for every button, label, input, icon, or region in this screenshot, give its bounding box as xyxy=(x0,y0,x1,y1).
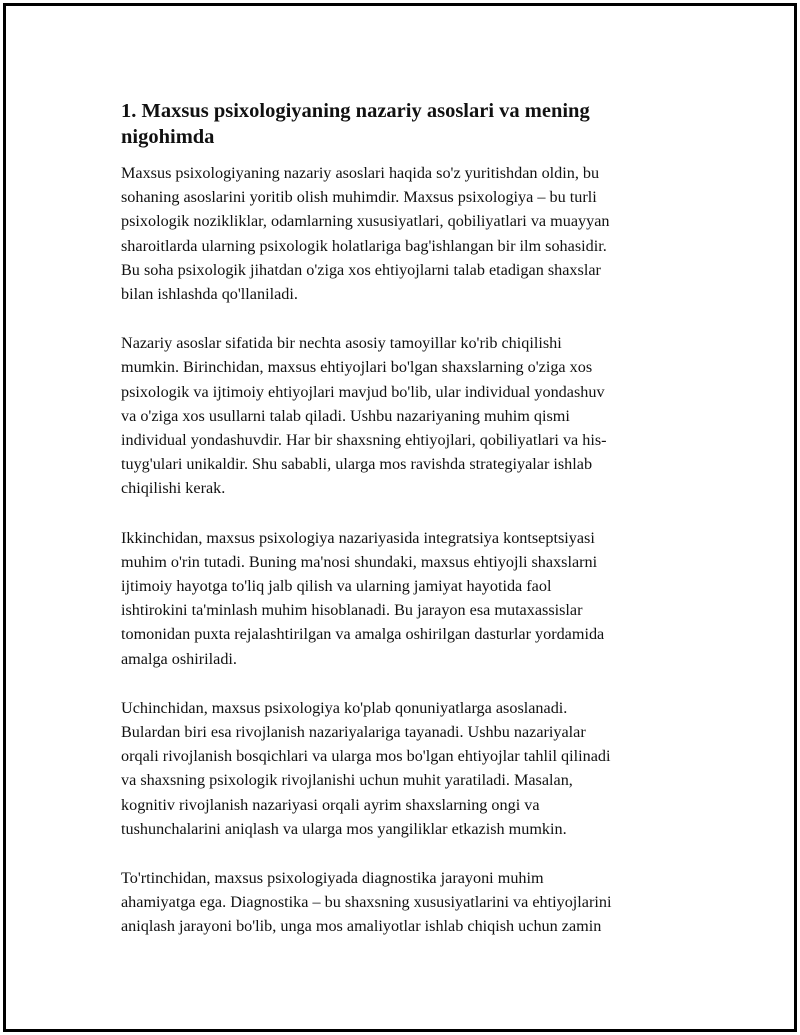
paragraph-line: va shaxsning psixologik rivojlanishi uchun muhit yaratiladi. Masalan, xyxy=(121,771,573,790)
paragraph-line: sohaning asoslarini yoritib olish muhimdir. Maxsus psixologiya – bu turli xyxy=(121,188,597,207)
paragraph-line: Ikkinchidan, maxsus psixologiya nazariyasida integratsiya kontseptsiyasi xyxy=(121,528,595,547)
paragraph-line: To'rtinchidan, maxsus psixologiyada diagnostika jarayoni muhim xyxy=(121,869,544,888)
paragraph-2 xyxy=(121,331,691,500)
paragraph-1 xyxy=(121,161,691,306)
page-frame xyxy=(3,3,797,1032)
section-heading xyxy=(121,98,691,150)
paragraph-line: aniqlash jarayoni bo'lib, unga mos amaliyotlar ishlab chiqish uchun zamin xyxy=(121,917,602,936)
paragraph-line: ijtimoiy hayotga to'liq jalb qilish va ularning jamiyat hayotida faol xyxy=(121,577,552,596)
heading-line: 1. Maxsus psixologiyaning nazariy asoslari va mening xyxy=(121,100,590,122)
paragraph-line: chiqilishi kerak. xyxy=(121,479,226,498)
paragraph-line: kognitiv rivojlanish nazariyasi orqali ayrim shaxslarning ongi va xyxy=(121,795,540,814)
heading-line: nigohimda xyxy=(121,126,215,148)
paragraph-line: tomonidan puxta rejalashtirilgan va amalga oshirilgan dasturlar yordamida xyxy=(121,625,605,644)
paragraph-line: Uchinchidan, maxsus psixologiya ko'plab qonuniyatlarga asoslanadi. xyxy=(121,698,568,717)
paragraph-line: ahamiyatga ega. Diagnostika – bu shaxsning xususiyatlarini va ehtiyojlarini xyxy=(121,893,612,912)
paragraph-line: Nazariy asoslar sifatida bir nechta asosiy tamoyillar ko'rib chiqilishi xyxy=(121,334,562,353)
paragraph-line: amalga oshiriladi. xyxy=(121,649,237,668)
paragraph-line: Maxsus psixologiyaning nazariy asoslari haqida so'z yuritishdan oldin, bu xyxy=(121,164,600,182)
paragraph-line: psixologik va ijtimoiy ehtiyojlari mavjud bo'lib, ular individual yondashuv xyxy=(121,382,605,401)
paragraph-line: ishtirokini ta'minlash muhim hisoblanadi. Bu jarayon esa mutaxassislar xyxy=(121,601,583,620)
paragraph-line: individual yondashuvdir. Har bir shaxsning ehtiyojlari, qobiliyatlari va his- xyxy=(121,431,607,450)
paragraph-4 xyxy=(121,696,691,841)
paragraph-line: Bulardan biri esa rivojlanish nazariyalariga tayanadi. Ushbu nazariyalar xyxy=(121,723,586,742)
paragraph-line: tuyg'ulari unikaldir. Shu sababli, ularga mos ravishda strategiyalar ishlab xyxy=(121,455,593,474)
paragraph-line: va o'ziga xos usullarni talab qiladi. Ushbu nazariyaning muhim qismi xyxy=(121,406,570,425)
document-body xyxy=(121,98,691,939)
paragraph-line: orqali rivojlanish bosqichlari va ularga mos bo'lgan ehtiyojlar tahlil qilinadi xyxy=(121,747,611,766)
paragraph-line: bilan ishlashda qo'llaniladi. xyxy=(121,285,298,304)
paragraph-5 xyxy=(121,866,691,939)
paragraph-line: Bu soha psixologik jihatdan o'ziga xos ehtiyojlarni talab etadigan shaxslar xyxy=(121,260,601,279)
paragraph-line: mumkin. Birinchidan, maxsus ehtiyojlari bo'lgan shaxslarning o'ziga xos xyxy=(121,358,593,377)
paragraph-line: psixologik nozikliklar, odamlarning xususiyatlari, qobiliyatlari va muayyan xyxy=(121,212,610,231)
paragraph-3 xyxy=(121,526,691,671)
paragraph-line: tushunchalarini aniqlash va ularga mos yangiliklar etkazish mumkin. xyxy=(121,819,567,838)
paragraph-line: muhim o'rin tutadi. Buning ma'nosi shundaki, maxsus ehtiyojli shaxslarni xyxy=(121,552,598,571)
paragraph-line: sharoitlarda ularning psixologik holatlariga bag'ishlangan bir ilm sohasidir. xyxy=(121,236,607,255)
